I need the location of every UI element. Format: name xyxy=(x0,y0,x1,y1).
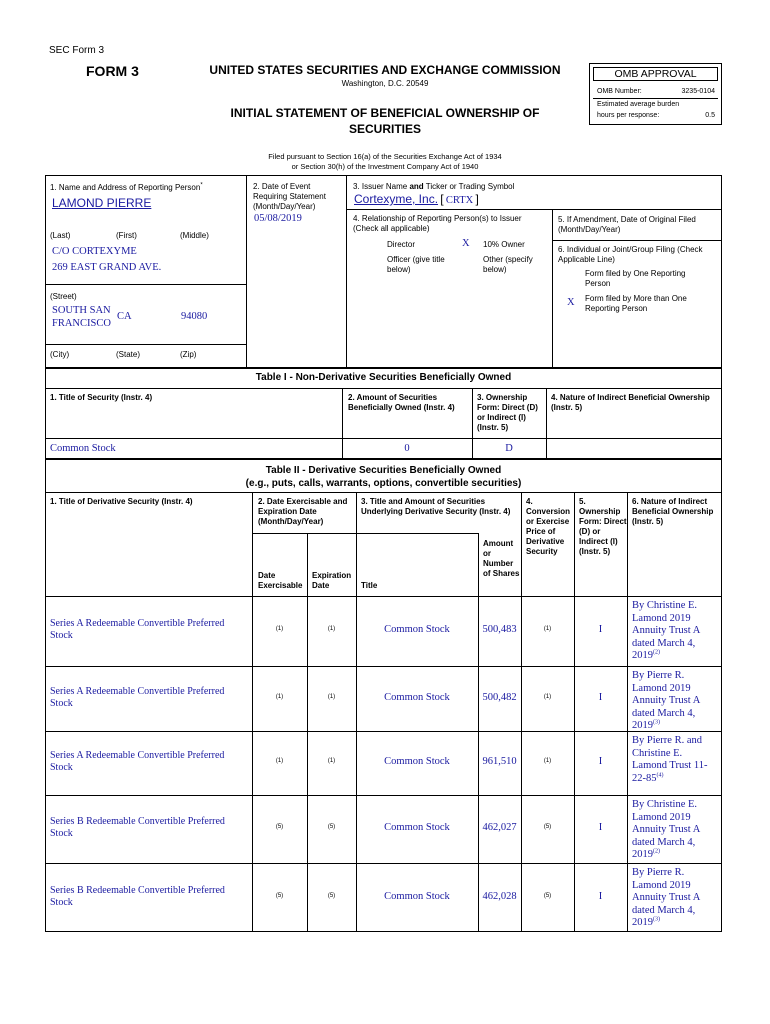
t2-row-expiration: (1) xyxy=(327,693,336,700)
t1-col-amount: 2. Amount of Securities Beneficially Owned (Instr. 4) xyxy=(348,393,455,412)
footnote-ref: (3) xyxy=(653,719,660,726)
other-option: Other (specify below) xyxy=(483,255,533,274)
omb-number-value: 3235-0104 xyxy=(681,88,715,95)
officer-option: Officer (give title below) xyxy=(387,255,445,274)
state-label: (State) xyxy=(116,350,141,359)
middle-label: (Middle) xyxy=(180,231,209,240)
amendment-label: 5. If Amendment, Date of Original Filed (Month/Day/Year) xyxy=(558,215,696,234)
footnote-ref: (2) xyxy=(653,649,660,656)
t2-row-nature: By Christine E. Lamond 2019 Annuity Trust A dated March 4, 2019$^{(2)}$ xyxy=(632,799,700,860)
event-date-value: 05/08/2019 xyxy=(254,213,302,224)
t2-row-date-exercisable: (5) xyxy=(275,892,284,899)
issuer-name-link[interactable]: Cortexyme, Inc. xyxy=(354,192,439,206)
issuer-label: 3. Issuer Name and Ticker or Trading Symbol xyxy=(353,182,515,191)
filing-one-option: Form filed by One Reporting Person xyxy=(585,269,686,288)
t2-row-expiration: (5) xyxy=(327,892,336,899)
city-label: (City) xyxy=(50,350,70,359)
first-label: (First) xyxy=(116,231,137,240)
t2-row-price: (5) xyxy=(543,824,552,830)
zip-label: (Zip) xyxy=(180,350,197,359)
t2-col-ownership: 5. Ownership Form: Direct (D) or Indirect (I) (Instr. 5) xyxy=(579,497,627,556)
footnote-ref: (3) xyxy=(653,916,660,923)
t2-row-date-exercisable: (5) xyxy=(275,824,284,830)
t2-row-form: I xyxy=(598,756,603,767)
t2-row-underlying-title: Common Stock xyxy=(384,822,450,833)
issuer-value: Cortexyme, Inc. [ CRTX ] xyxy=(354,192,479,206)
reporting-person-label: 1. Name and Address of Reporting Person* xyxy=(50,182,203,192)
omb-hours-label: hours per response: xyxy=(597,112,660,119)
t2-row-nature: By Pierre R. Lamond 2019 Annuity Trust A dated March 4, 2019$^{(3)}$ xyxy=(632,867,700,928)
t2-row-security: Series B Redeemable Convertible Preferred Stock xyxy=(50,884,225,908)
t2-row-divider xyxy=(45,731,722,732)
t2-row-date-exercisable: (1) xyxy=(275,758,284,764)
t2-row-date-exercisable: (1) xyxy=(275,693,284,700)
t2-row-form: I xyxy=(598,822,603,833)
t2-row-price: (1) xyxy=(543,626,552,632)
t2-row-security: Series A Redeemable Convertible Preferred Stock xyxy=(50,685,225,709)
t1-col-nature: 4. Nature of Indirect Beneficial Ownership (Instr. 5) xyxy=(551,393,710,412)
t2-col-nature: 6. Nature of Indirect Beneficial Ownership (Instr. 5) xyxy=(632,497,714,526)
table-2-title: Table II - Derivative Securities Beneficially Owned (e.g., puts, calls, warrants, options, convertible securities) xyxy=(245,465,522,489)
t2-row-amount: 462,028 xyxy=(482,890,517,902)
t2-row-underlying-title: Common Stock xyxy=(384,890,450,902)
t2-row-underlying-title: Common Stock xyxy=(384,756,450,767)
t2-row-divider xyxy=(45,863,722,864)
t2-row-nature: By Christine E. Lamond 2019 Annuity Trust A dated March 4, 2019$^{(2)}$ xyxy=(632,600,700,661)
t2-col-price: 4. Conversion or Exercise Price of Derivative Security xyxy=(526,497,571,556)
t1-col-ownership: 3. Ownership Form: Direct (D) or Indirect (I) (Instr. 5) xyxy=(477,393,538,432)
sec-form-label: SEC Form 3 xyxy=(49,45,105,56)
commission-title: UNITED STATES SECURITIES AND EXCHANGE COMMISSION xyxy=(209,63,561,77)
ten-percent-option: 10% Owner xyxy=(483,240,525,249)
t2-row-security: Series A Redeemable Convertible Preferred Stock xyxy=(50,618,225,641)
t2-row-security: Series B Redeemable Convertible Preferred Stock xyxy=(50,816,225,839)
omb-approval-box xyxy=(589,63,722,125)
address-line-1: C/O CORTEXYME xyxy=(52,246,137,257)
t2-row-amount: 500,482 xyxy=(482,691,517,703)
t2-sub-amount: Amount or Number of Shares xyxy=(483,539,520,578)
t2-row-expiration: (5) xyxy=(327,824,336,830)
t2-row-divider xyxy=(45,795,722,796)
t2-col-underlying: 3. Title and Amount of Securities Underlying Derivative Security (Instr. 4) xyxy=(361,497,511,516)
t2-row-date-exercisable: (1) xyxy=(275,626,284,632)
form-title: FORM 3 xyxy=(86,63,139,79)
ten-percent-mark: X xyxy=(462,238,470,249)
t2-row-underlying-title: Common Stock xyxy=(384,624,450,635)
director-option: Director xyxy=(387,240,416,249)
t2-row-price: (1) xyxy=(543,758,552,764)
t2-row-amount: 462,027 xyxy=(482,822,517,833)
reporting-person-name[interactable]: LAMOND PIERRE xyxy=(52,196,152,210)
filing-more-mark: X xyxy=(567,297,575,308)
t2-col-title: 1. Title of Derivative Security (Instr. 4) xyxy=(50,497,193,506)
state-value: CA xyxy=(117,311,132,322)
omb-title: OMB APPROVAL xyxy=(593,67,718,81)
last-label: (Last) xyxy=(50,231,71,240)
t2-row-form: I xyxy=(598,890,603,902)
street-label: (Street) xyxy=(50,292,77,301)
filing-type-label: 6. Individual or Joint/Group Filing (Check Applicable Line) xyxy=(558,245,703,264)
t2-row-price: (5) xyxy=(543,892,552,899)
t1-row-title: Common Stock xyxy=(50,443,116,454)
t2-row-form: I xyxy=(598,691,603,703)
t2-row-expiration: (1) xyxy=(327,626,336,632)
t2-col-dates: 2. Date Exercisable and Expiration Date (Month/Day/Year) xyxy=(258,497,348,526)
t2-row-amount: 500,483 xyxy=(482,624,517,635)
t2-row-amount: 961,510 xyxy=(482,756,517,767)
address-line-2: 269 EAST GRAND AVE. xyxy=(52,262,162,273)
issuer-ticker: CRTX xyxy=(445,195,474,206)
omb-number-label: OMB Number: xyxy=(597,88,642,95)
t1-col-title: 1. Title of Security (Instr. 4) xyxy=(50,393,153,402)
footnote-ref: (2) xyxy=(653,848,660,855)
t2-row-form: I xyxy=(598,624,603,635)
t2-sub-expiration: Expiration Date xyxy=(312,571,352,590)
t1-row-form: D xyxy=(505,443,513,454)
filing-more-option: Form filed by More than One Reporting Person xyxy=(585,294,687,313)
city-value: SOUTH SAN FRANCISCO xyxy=(52,305,111,329)
omb-burden-label: Estimated average burden xyxy=(597,101,680,108)
event-date-label: 2. Date of Event Requiring Statement (Month/Day/Year) xyxy=(253,182,326,211)
t2-row-nature: By Pierre R. Lamond 2019 Annuity Trust A dated March 4, 2019$^{(3)}$ xyxy=(632,670,700,731)
t2-row-security: Series A Redeemable Convertible Preferred Stock xyxy=(50,750,225,773)
t2-row-price: (1) xyxy=(543,693,552,700)
filed-pursuant-note: Filed pursuant to Section 16(a) of the Securities Exchange Act of 1934 or Section 30(h) of the Investment Company Act of 1940 xyxy=(268,152,502,171)
t2-sub-title: Title xyxy=(361,581,378,590)
t1-row-amount: 0 xyxy=(404,443,410,454)
t2-row-nature: By Pierre R. and Christine E. Lamond Trust 11-22-85$^{(4)}$ xyxy=(632,735,708,784)
commission-location: Washington, D.C. 20549 xyxy=(341,79,429,88)
footnote-ref: (4) xyxy=(656,772,664,778)
relationship-label: 4. Relationship of Reporting Person(s) to Issuer (Check all applicable) xyxy=(353,214,522,233)
t2-row-expiration: (1) xyxy=(327,758,336,764)
statement-title: INITIAL STATEMENT OF BENEFICIAL OWNERSHIP OF SECURITIES xyxy=(230,106,540,136)
zip-value: 94080 xyxy=(181,311,208,322)
omb-hours-value: 0.5 xyxy=(705,112,715,119)
t2-row-divider xyxy=(45,666,722,667)
t2-sub-date-exercisable: Date Exercisable xyxy=(258,571,303,590)
table-1-title: Table I - Non-Derivative Securities Beneficially Owned xyxy=(255,372,512,383)
t2-row-underlying-title: Common Stock xyxy=(384,691,450,703)
